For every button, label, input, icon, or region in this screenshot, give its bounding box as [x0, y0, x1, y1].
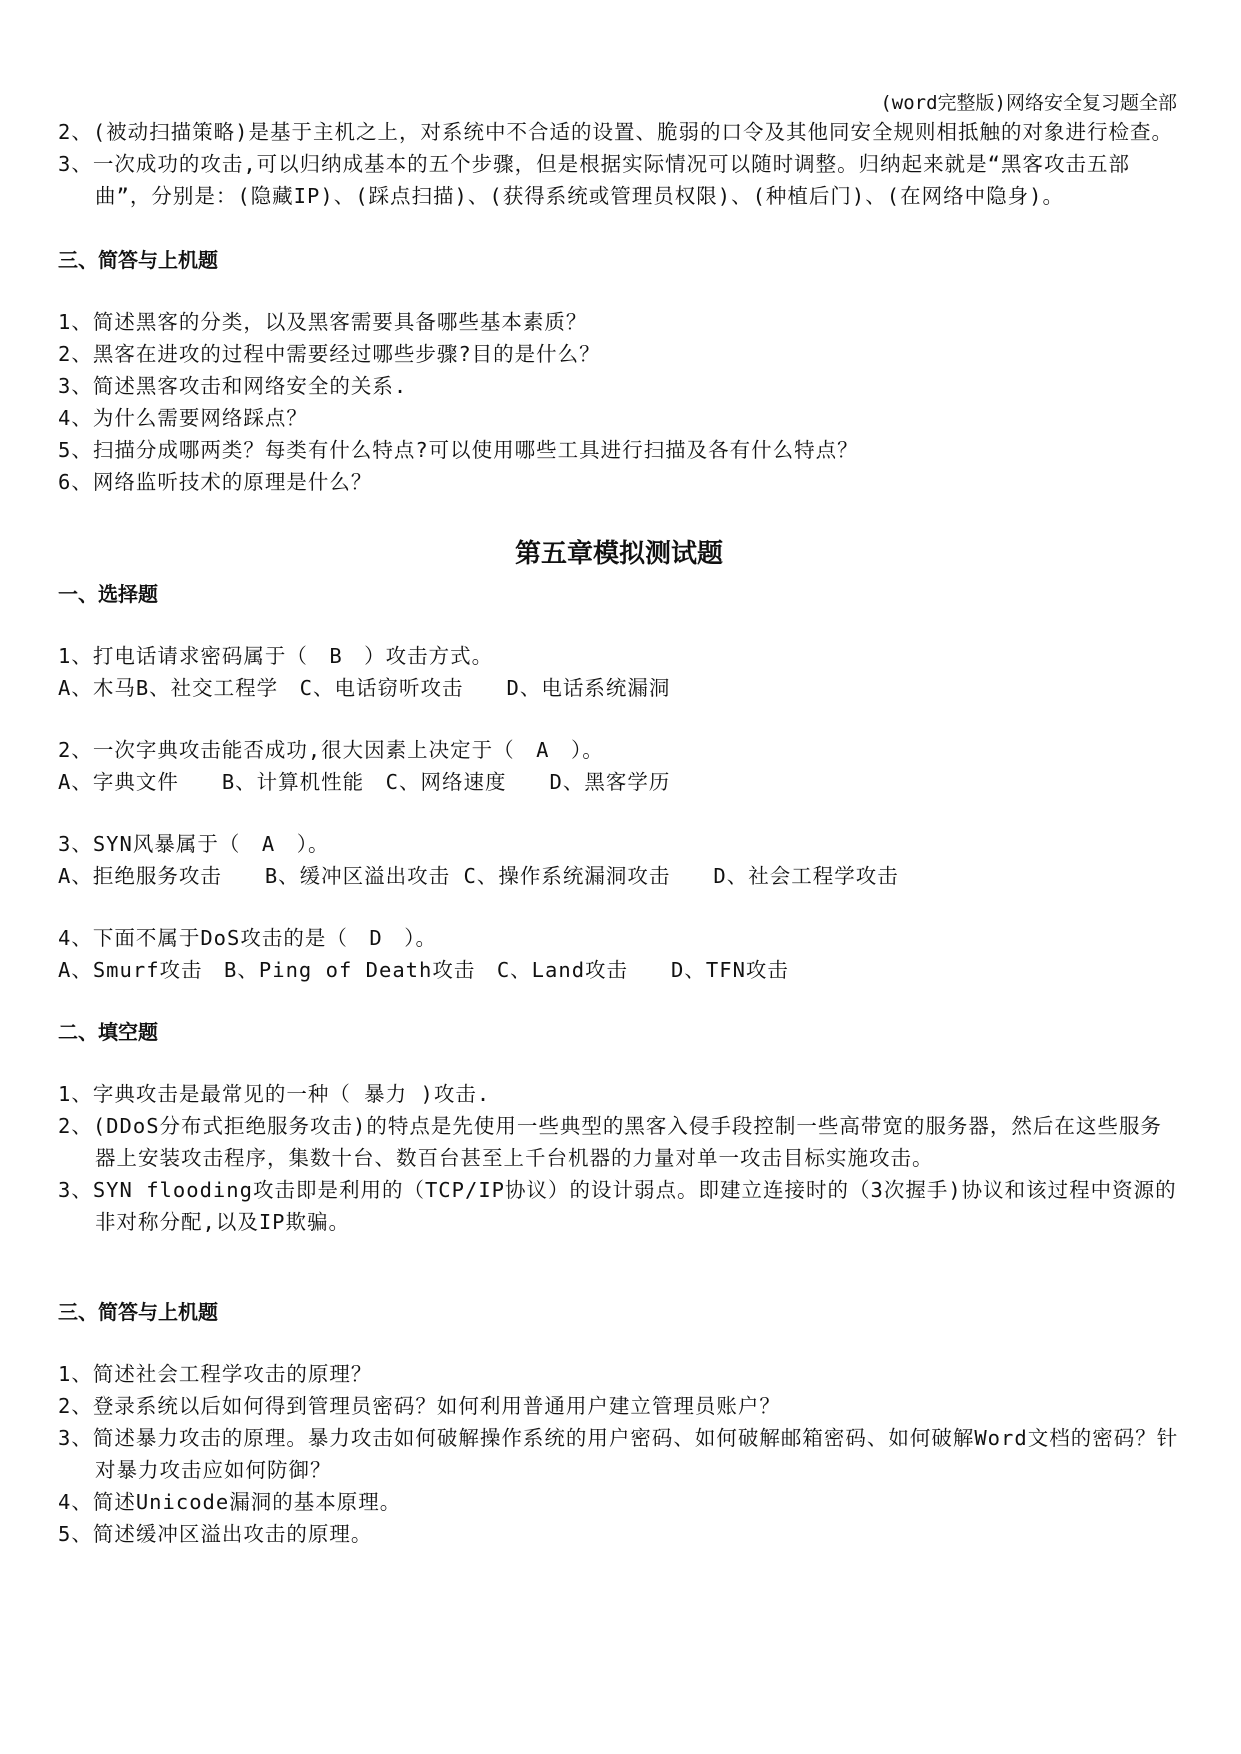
fill-item-2: 2、(DDoS分布式拒绝服务攻击)的特点是先使用一些典型的黑客入侵手段控制一些高带宽的服务器，然后在这些服务器上安装攻击程序，集数十台、数百台甚至上千台机器的力量对单一攻击目标实施攻击。 [58, 1114, 1162, 1170]
short-question-3: 3、简述暴力攻击的原理。暴力攻击如何破解操作系统的用户密码、如何破解邮箱密码、如何破解Word文档的密码？针对暴力攻击应如何防御？ [58, 1426, 1179, 1482]
page-header: (word完整版)网络安全复习题全部 [880, 92, 1177, 114]
prev-short-question-4: 4、为什么需要网络踩点？ [58, 406, 308, 430]
short-question-1: 1、简述社会工程学攻击的原理？ [58, 1362, 373, 1386]
prev-fill-item-2: 2、(被动扫描策略)是基于主机之上，对系统中不合适的设置、脆弱的口令及其他同安全规则相抵触的对象进行检查。 [58, 120, 1174, 144]
fill-item-1: 1、字典攻击是最常见的一种（ 暴力 )攻击. [58, 1082, 491, 1106]
choice-question-1: 1、打电话请求密码属于（ B ）攻击方式。 [58, 644, 494, 668]
choice-question-3: 3、SYN风暴属于（ A ）。 [58, 832, 330, 856]
section-heading-fill-in: 二、填空题 [58, 1020, 158, 1044]
chapter-title: 第五章模拟测试题 [514, 539, 723, 569]
choice-options-1: A、木马B、社交工程学 C、电话窃听攻击 D、电话系统漏洞 [58, 676, 671, 700]
prev-short-question-2: 2、黑客在进攻的过程中需要经过哪些步骤?目的是什么？ [58, 342, 601, 366]
prev-short-question-5: 5、扫描分成哪两类？每类有什么特点?可以使用哪些工具进行扫描及各有什么特点？ [58, 438, 859, 462]
choice-question-4: 4、下面不属于DoS攻击的是（ D ）。 [58, 926, 437, 950]
choice-options-3: A、拒绝服务攻击 B、缓冲区溢出攻击 C、操作系统漏洞攻击 D、社会工程学攻击 [58, 864, 899, 888]
section-heading-short-answer: 三、简答与上机题 [58, 1300, 218, 1324]
prev-short-question-6: 6、网络监听技术的原理是什么？ [58, 470, 373, 494]
choice-options-2: A、字典文件 B、计算机性能 C、网络速度 D、黑客学历 [58, 770, 671, 794]
prev-fill-item-3: 3、一次成功的攻击,可以归纳成基本的五个步骤，但是根据实际情况可以随时调整。归纳起来就是“黑客攻击五部曲”，分别是：(隐藏IP)、(踩点扫描)、(获得系统或管理员权限)、(种植后门)、(在网络中隐身)。 [58, 152, 1131, 208]
choice-options-4: A、Smurf攻击 B、Ping of Death攻击 C、Land攻击 D、TFN攻击 [58, 958, 789, 982]
section-heading-choice: 一、选择题 [58, 582, 158, 606]
prev-short-question-1: 1、简述黑客的分类，以及黑客需要具备哪些基本素质？ [58, 310, 588, 334]
page-content [58, 116, 1180, 1550]
fill-item-3: 3、SYN flooding攻击即是利用的（TCP/IP协议）的设计弱点。即建立连接时的（3次握手)协议和该过程中资源的非对称分配,以及IP欺骗。 [58, 1178, 1177, 1234]
section-heading-short-answer-prev: 三、简答与上机题 [58, 248, 218, 272]
short-question-4: 4、简述Unicode漏洞的基本原理。 [58, 1490, 402, 1514]
short-question-2: 2、登录系统以后如何得到管理员密码？如何利用普通用户建立管理员账户？ [58, 1394, 781, 1418]
short-question-5: 5、简述缓冲区溢出攻击的原理。 [58, 1522, 373, 1546]
choice-question-2: 2、一次字典攻击能否成功,很大因素上决定于（ A ）。 [58, 738, 604, 762]
prev-short-question-3: 3、简述黑客攻击和网络安全的关系. [58, 374, 408, 398]
